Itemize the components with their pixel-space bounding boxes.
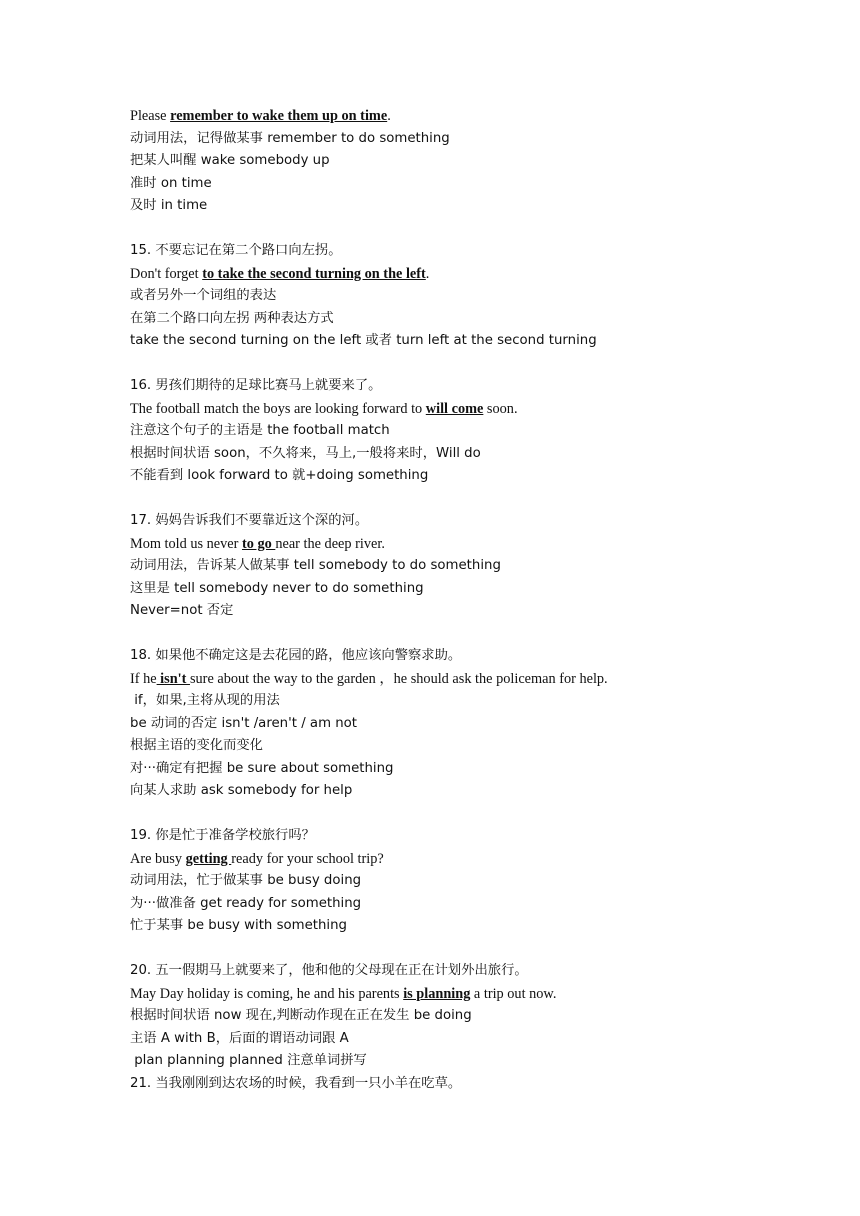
note-line: 注意这个句子的主语是 the football match [130,423,390,438]
answer-sentence [130,668,830,691]
sentence-text: The football match the boys are looking forward to [130,400,426,417]
note-line: if，如果,主将从现的用法 [130,693,280,708]
spacer [130,938,830,961]
sentence-text: Mom told us never [130,535,242,552]
answer-text: getting [185,850,232,867]
answer-text: isn't [156,670,190,687]
sentence-text: If he [130,670,157,687]
note-line: 动词用法，告诉某人做某事 tell somebody to do something [130,558,501,573]
sentence-text: . [425,265,430,282]
sentence-text: . [387,108,391,124]
note-line: 主语 A with B，后面的谓语动词跟 A [130,1030,349,1046]
question-heading: 19. 你是忙于准备学校旅行吗？ [130,828,315,843]
note-line: 根据时间状语 now 现在,判断动作现在正在发生 be doing [130,1008,472,1023]
sentence-text: Are busy [130,850,186,867]
spacer [130,353,830,376]
spacer [130,623,830,646]
document-body [130,105,830,1095]
question-heading: 15. 不要忘记在第二个路口向左拐。 [130,243,342,258]
question-heading: 20. 五一假期马上就要来了，他和他的父母现在正在计划外出旅行。 [130,963,528,978]
answer-sentence [130,983,830,1006]
note-line: 不能看到 look forward to 就+doing something [130,468,429,483]
note-line: 动词用法，记得做某事 remember to do something [130,130,450,146]
sentence-text: ready for your school trip? [231,850,384,867]
note-line: 忙于某事 be busy with something [130,918,347,933]
answer-sentence [130,533,830,556]
note-line: 或者另外一个词组的表达 [130,288,277,303]
answer-text: is planning [403,985,471,1002]
note-line: 向某人求助 ask somebody for help [130,783,353,798]
sentence-text: a trip out now. [470,985,557,1002]
answer-sentence [130,263,830,286]
note-line: 及时 in time [130,198,208,213]
note-line: 为···做准备 get ready for something [130,895,362,911]
answer-sentence [130,105,830,128]
sentence-text: soon. [483,400,518,417]
answer-text: will come [425,400,484,417]
spacer [130,218,830,241]
sentence-text: May Day holiday is coming, he and his parents [130,985,404,1002]
note-line: 把某人叫醒 wake somebody up [130,153,330,168]
answer-sentence [130,848,830,871]
question-heading: 16. 男孩们期待的足球比赛马上就要来了。 [130,378,382,393]
note-line: 准时 on time [130,175,212,191]
answer-text: to go [241,535,276,552]
note-line: take the second turning on the left 或者 turn left at the second turning [130,333,597,348]
question-heading: 18. 如果他不确定这是去花园的路，他应该向警察求助。 [130,648,462,663]
answer-text: remember to wake them up on time [170,108,388,124]
note-line: 动词用法，忙于做某事 be busy doing [130,873,362,888]
question-heading: 17. 妈妈告诉我们不要靠近这个深的河。 [130,513,369,528]
note-line: 根据时间状语 soon，不久将来，马上,一般将来时，Will do [130,445,481,461]
note-line: 对···确定有把握 be sure about something [130,760,394,776]
sentence-text: Please [130,108,171,124]
note-line: be 动词的否定 isn't /aren't / am not [130,715,358,731]
spacer [130,803,830,826]
answer-sentence [130,398,830,421]
sentence-text: sure about the way to the garden ，he should ask the policeman for help. [189,670,608,687]
sentence-text: near the deep river. [275,535,385,552]
note-line: plan planning planned 注意单词拼写 [130,1053,367,1068]
spacer [130,488,830,511]
note-line: 在第二个路口向左拐 两种表达方式 [130,310,334,326]
answer-text: to take the second turning on the left [202,265,426,282]
note-line: 这里是 tell somebody never to do something [130,580,424,596]
note-line: 根据主语的变化而变化 [130,738,263,753]
sentence-text: Don't forget [130,265,203,282]
question-heading: 21. 当我刚刚到达农场的时候，我看到一只小羊在吃草。 [130,1075,462,1091]
note-line: Never=not 否定 [130,603,234,618]
